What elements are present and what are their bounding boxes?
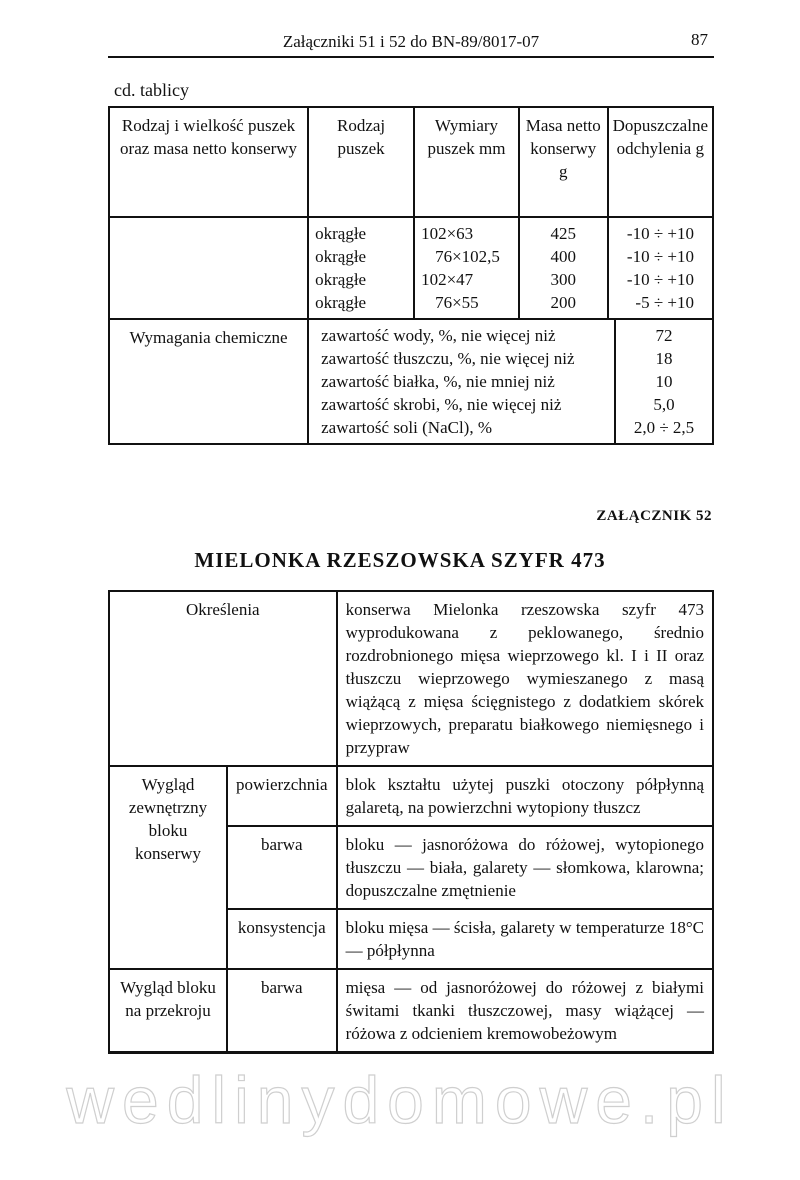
list-item: zawartość białka, %, nie mniej niż <box>321 372 555 391</box>
list-item: 2,0 ÷ 2,5 <box>633 418 695 437</box>
annex-label: ZAŁĄCZNIK 52 <box>596 508 712 524</box>
page-header <box>108 30 714 58</box>
watermark: wedlinydomowe.pl <box>66 1063 734 1137</box>
consistency-text: bloku mięsa — ścisła, galarety w temperaturze 18°C — półpłynna <box>337 909 713 969</box>
mass-cell <box>519 217 608 319</box>
table-header-row <box>109 107 713 217</box>
list-item: 102×47 <box>421 270 474 289</box>
list-item: 300 <box>550 270 576 289</box>
cans-row <box>109 217 713 319</box>
list-item: okrągłe <box>315 224 367 243</box>
list-item: -10 ÷ +10 <box>626 224 694 243</box>
cross-color-label: barwa <box>227 969 337 1053</box>
list-item: 102×63 <box>421 224 474 243</box>
empty-cell <box>109 217 308 319</box>
list-item: zawartość tłuszczu, %, nie więcej niż <box>321 349 575 368</box>
surface-row <box>109 766 713 826</box>
surface-label: powierzchnia <box>227 766 337 826</box>
can-table <box>108 106 714 445</box>
header-cell-tolerance: Dopuszczalne odchylenia g <box>608 107 713 217</box>
cross-color-text: mięsa — od jasnoróżowej do różowej z białymi świtami tkanki tłuszczowej, masy wiążącej — różowa z odcieniem kremowobeżowym <box>337 969 713 1053</box>
header-cell-can-type: Rodzaj puszek <box>308 107 414 217</box>
continuation-label: cd. tablicy <box>114 80 189 100</box>
cross-section-label: Wygląd bloku na przekroju <box>109 969 227 1053</box>
chem-value-cell <box>615 319 713 444</box>
list-item: -10 ÷ +10 <box>626 247 694 266</box>
header-title: Załączniki 51 i 52 do BN-89/8017-07 <box>282 32 540 51</box>
list-item: 18 <box>655 349 673 368</box>
surface-text: blok kształtu użytej puszki otoczony półpłynną galaretą, na powierzchni wytopiony tłuszcz <box>337 766 713 826</box>
header-cell-net-mass: Masa netto konserwy g <box>519 107 608 217</box>
definition-text: konserwa Mielonka rzeszowska szyfr 473 wyprodukowana z peklowanego, średnio rozdrobnionego mięsa wieprzowego kl. I i II oraz tłuszczu wieprzowego wymieszanego z masą wiążącą z mięsa ścięgnistego z dodatkiem skórek wieprzowych, preparatu białkowego niemięsnego i przypraw <box>337 591 713 766</box>
list-item: 76×102,5 <box>435 247 500 266</box>
color-text: bloku — jasnoróżowa do różowej, wytopionego tłuszczu — biała, galarety — słomkowa, klarowna; dopuszczalne zmętnienie <box>337 826 713 909</box>
list-item: -5 ÷ +10 <box>635 293 694 312</box>
list-item: zawartość wody, %, nie więcej niż <box>321 326 556 345</box>
page-number: 87 <box>691 30 708 49</box>
header-cell-type-size: Rodzaj i wielkość puszek oraz masa netto konserwy <box>109 107 308 217</box>
tolerance-cell <box>608 217 713 319</box>
list-item: 200 <box>550 293 576 312</box>
header-cell-dimensions: Wymiary puszek mm <box>414 107 519 217</box>
list-item: zawartość skrobi, %, nie więcej niż <box>321 395 562 414</box>
definition-row <box>109 591 713 766</box>
product-table <box>108 590 714 1054</box>
list-item: 400 <box>550 247 576 266</box>
chem-text-cell <box>308 319 615 444</box>
can-types-cell <box>308 217 414 319</box>
list-item: -10 ÷ +10 <box>626 270 694 289</box>
list-item: 72 <box>655 326 673 345</box>
color-label: barwa <box>227 826 337 909</box>
external-label: Wygląd zewnętrzny bloku konserwy <box>109 766 227 969</box>
list-item: okrągłe <box>315 270 367 289</box>
list-item: 10 <box>655 372 673 391</box>
dimensions-cell <box>414 217 519 319</box>
cross-section-row <box>109 969 713 1053</box>
consistency-label: konsystencja <box>227 909 337 969</box>
list-item: zawartość soli (NaCl), % <box>321 418 492 437</box>
list-item: 425 <box>550 224 576 243</box>
chem-row <box>109 319 713 444</box>
definition-label: Określenia <box>109 591 337 766</box>
list-item: 5,0 <box>653 395 675 414</box>
section-title: MIELONKA RZESZOWSKA SZYFR 473 <box>194 548 606 572</box>
list-item: okrągłe <box>315 293 367 312</box>
list-item: 76×55 <box>435 293 479 312</box>
chem-label: Wymagania chemiczne <box>109 319 308 444</box>
list-item: okrągłe <box>315 247 367 266</box>
